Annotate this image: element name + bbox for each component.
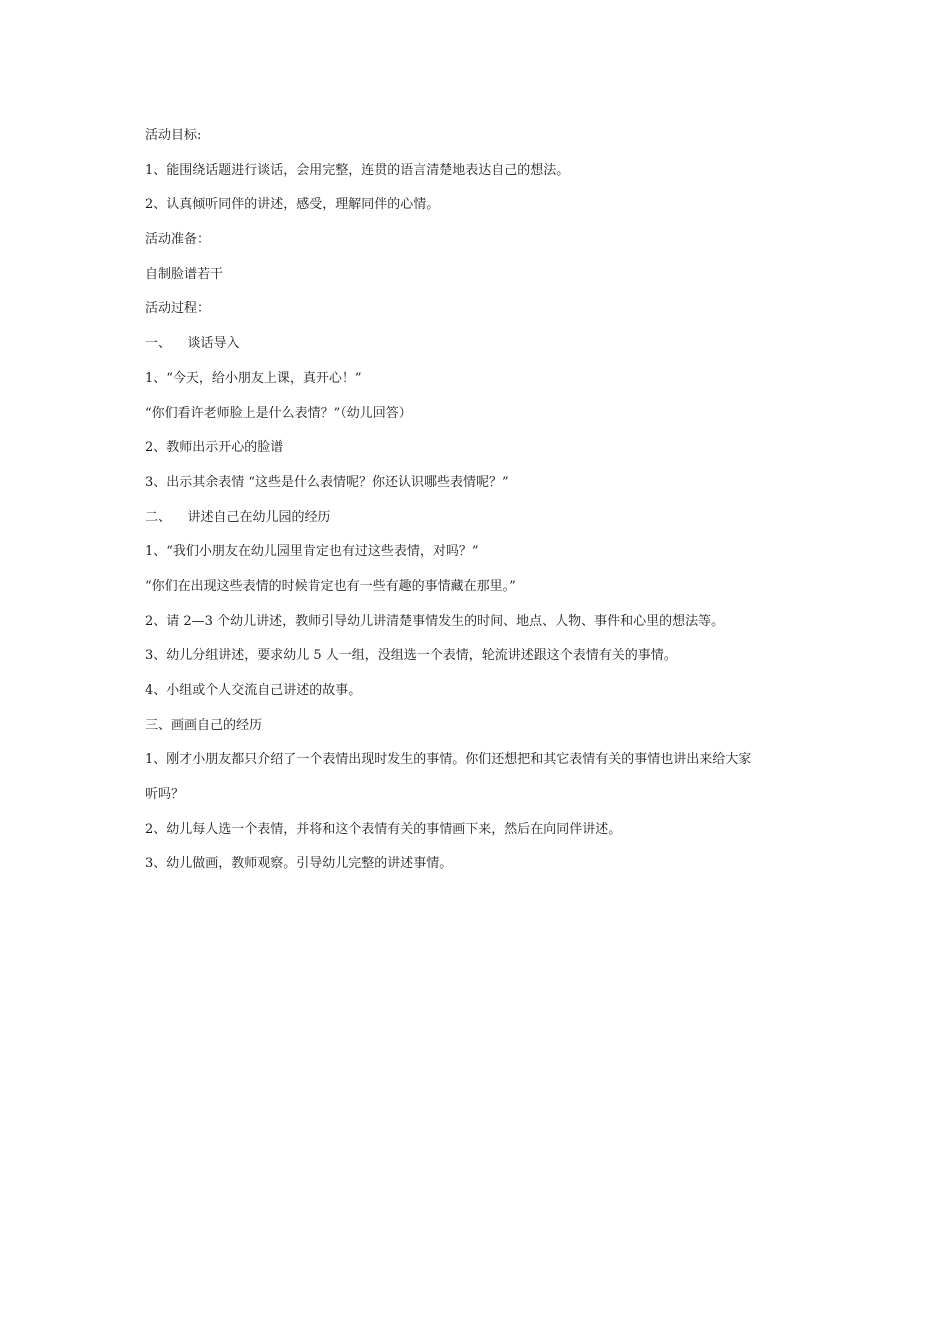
- process-part-3-step-1-cont: 听吗？: [145, 787, 185, 803]
- process-part-3-heading: 三、画画自己的经历: [145, 717, 263, 733]
- goal-item-1: 1、能围绕话题进行谈话，会用完整，连贯的语言清楚地表达自己的想法。: [145, 162, 570, 178]
- process-part-3-step-2: 2、幼儿每人选一个表情，并将和这个表情有关的事情画下来，然后在向同伴讲述。: [145, 821, 622, 837]
- section-heading-preparation: 活动准备：: [145, 232, 211, 248]
- process-part-3-step-3: 3、幼儿做画，教师观察。引导幼儿完整的讲述事情。: [145, 856, 453, 872]
- process-part-1-step-3: 3、出示其余表情 “这些是什么表情呢？你还认识哪些表情呢？”: [145, 474, 509, 490]
- document-body: [145, 126, 835, 889]
- process-part-3-step-1: 1、刚才小朋友都只介绍了一个表情出现时发生的事情。你们还想把和其它表情有关的事情也讲出来给大家: [145, 752, 752, 768]
- process-part-1-heading: 一、 谈话导入: [145, 336, 240, 352]
- process-part-1-step-2: 2、教师出示开心的脸谱: [145, 440, 284, 456]
- goal-item-2: 2、认真倾听同伴的讲述，感受，理解同伴的心情。: [145, 197, 440, 213]
- process-part-2-step-2: 2、请 2—3 个幼儿讲述，教师引导幼儿讲清楚事情发生的时间、地点、人物、事件和心里的想法等。: [145, 613, 725, 629]
- process-part-1-step-1-quote: “你们看许老师脸上是什么表情？”（幼儿回答）: [145, 405, 412, 421]
- process-part-2-heading: 二、 讲述自己在幼儿园的经历: [145, 509, 331, 525]
- preparation-item: 自制脸谱若干: [145, 266, 224, 282]
- process-part-1-step-1: 1、“今天，给小朋友上课，真开心！”: [145, 370, 362, 386]
- section-heading-goals: 活动目标:: [145, 128, 202, 143]
- section-heading-process: 活动过程：: [145, 301, 211, 317]
- process-part-2-step-1: 1、“我们小朋友在幼儿园里肯定也有过这些表情，对吗？”: [145, 544, 479, 560]
- process-part-2-step-1-quote: “你们在出现这些表情的时候肯定也有一些有趣的事情藏在那里。”: [145, 578, 516, 594]
- process-part-2-step-4: 4、小组或个人交流自己讲述的故事。: [145, 683, 362, 698]
- process-part-2-step-3: 3、幼儿分组讲述，要求幼儿 5 人一组，没组选一个表情，轮流讲述跟这个表情有关的事情。: [145, 648, 677, 664]
